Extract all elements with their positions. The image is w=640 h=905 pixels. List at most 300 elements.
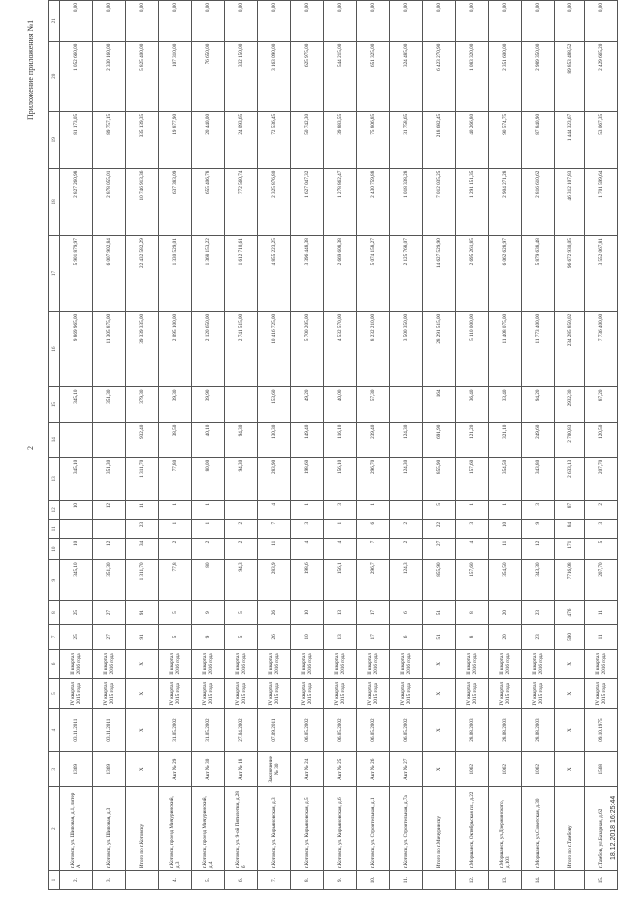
table-cell: 1 [357, 500, 390, 519]
table-cell: 9 [192, 625, 225, 649]
table-cell: 207,70 [585, 457, 618, 500]
table-cell: 11 [489, 538, 522, 560]
table-cell: 5 [225, 625, 258, 649]
table-cell: 28 291 515,00 [423, 311, 456, 387]
column-number: 2 [49, 787, 60, 871]
table-cell: 120,50 [585, 422, 618, 457]
table-cell: 3 163 090,00 [258, 41, 291, 111]
table-row [456, 1, 489, 890]
table-cell: 2 120 650,00 [192, 311, 225, 387]
table-cell: 1369 [60, 752, 93, 787]
table-cell: 7 012 035,25 [423, 168, 456, 236]
table-cell: 28.08.2003 [489, 708, 522, 751]
table-cell: 2 989 350,00 [522, 41, 555, 111]
table-cell: 33,40 [489, 387, 522, 422]
table-cell: 26 [258, 600, 291, 624]
table-cell: 6 [390, 625, 423, 649]
table-row [522, 1, 555, 890]
column-number: 1 [49, 871, 60, 890]
table-cell: 637 383,09 [159, 168, 192, 236]
table-cell: 10 [489, 519, 522, 538]
table-cell: 9 [522, 519, 555, 538]
table-cell: 2 325 876,80 [258, 168, 291, 236]
table-cell: 0,00 [126, 1, 159, 42]
table-cell: 17 [357, 625, 390, 649]
table-cell: 2 [390, 519, 423, 538]
table-cell: Акт № 27 [390, 752, 423, 787]
table-cell: 2 695 261,85 [456, 236, 489, 312]
table-cell: Заключение № 30 [258, 752, 291, 787]
table-cell: 296,70 [357, 457, 390, 500]
table-cell: 5 700 205,00 [291, 311, 324, 387]
table-cell: 1 [489, 500, 522, 519]
table-cell: 17 [357, 600, 390, 624]
table-cell: 2 [159, 538, 192, 560]
table-cell: 379,30 [126, 387, 159, 422]
table-cell: 4 [456, 538, 489, 560]
table-cell: 345,10 [60, 560, 93, 601]
table-cell: 25 [60, 625, 93, 649]
table-cell: 2 633,13 [555, 457, 585, 500]
table-cell: 27 [93, 625, 126, 649]
table-cell: 239,40 [357, 422, 390, 457]
table-cell: 5 [423, 500, 456, 519]
table-cell: IV квартал 2015 года [390, 679, 423, 709]
table-cell: 354,50 [489, 457, 522, 500]
table-cell: г.Тамбов, ул.Базарная, д.62 [585, 787, 618, 871]
table-cell: 49,20 [291, 387, 324, 422]
table-cell: 1 018 338,28 [390, 168, 423, 236]
table-cell: 80,00 [192, 457, 225, 500]
table-cell: 1 701 599,64 [585, 168, 618, 236]
table-cell: 0,00 [60, 1, 93, 42]
table-cell: II квартал 2016 года [60, 649, 93, 679]
table-cell: 4 [324, 538, 357, 560]
column-number: 21 [49, 1, 60, 42]
table-cell: 1062 [522, 752, 555, 787]
table-cell: 1062 [489, 752, 522, 787]
table-cell: Х [126, 679, 159, 709]
table-cell [93, 519, 126, 538]
table-cell: 10 [60, 500, 93, 519]
table-cell [60, 422, 93, 457]
table-cell: 655 406,78 [192, 168, 225, 236]
table-cell: II квартал 2016 года [456, 649, 489, 679]
table-cell: 5 [585, 538, 618, 560]
table-cell: Х [555, 708, 585, 751]
table-cell: 27 [93, 600, 126, 624]
column-number-row [49, 1, 60, 890]
table-cell: 130,30 [258, 422, 291, 457]
table-cell: 11 [585, 625, 618, 649]
table-cell: 625 975,00 [291, 41, 324, 111]
table-cell: 0,00 [93, 1, 126, 42]
table-cell: 354,50 [489, 560, 522, 601]
table-row [390, 1, 423, 890]
table-cell: 31.05.2002 [192, 708, 225, 751]
table-cell: 2 095 100,00 [159, 311, 192, 387]
table-cell: 25 [60, 600, 93, 624]
table-cell: 8. [291, 871, 324, 890]
table-cell: 3 500 350,00 [390, 311, 423, 387]
table-row [225, 1, 258, 890]
column-number: 11 [49, 519, 60, 538]
table-cell [555, 871, 585, 890]
table-cell: IV квартал 2015 года [456, 679, 489, 709]
table-cell: 0,00 [258, 1, 291, 42]
table-cell: 72 536,45 [258, 111, 291, 168]
table-cell: 6 062 628,97 [489, 236, 522, 312]
table-cell: 3 [522, 500, 555, 519]
table-cell: 28.08.2003 [456, 708, 489, 751]
table-cell: 06.05.2002 [357, 708, 390, 751]
table-cell: 27 [423, 538, 456, 560]
table-cell: 53 067,35 [585, 111, 618, 168]
table-cell: 1062 [456, 752, 489, 787]
table-cell: г.Котовск, ул. Кирьяновская, д.5 [291, 787, 324, 871]
table-cell: 7. [258, 871, 291, 890]
table-cell: 2 904 271,28 [489, 168, 522, 236]
table-cell: 10 [291, 600, 324, 624]
table-cell: 345,10 [60, 457, 93, 500]
table-cell: 13 [324, 625, 357, 649]
table-cell: 283,9 [258, 560, 291, 601]
table-cell [93, 422, 126, 457]
table-cell: г.Моршанск, ул.Советская, д.30 [522, 787, 555, 871]
table-cell: 116,10 [324, 422, 357, 457]
table-cell: 57,30 [357, 387, 390, 422]
table-row [585, 1, 618, 890]
table-cell: 81 173,05 [60, 111, 93, 168]
table-cell: 343,30 [522, 560, 555, 601]
table-cell: 39,30 [159, 387, 192, 422]
table-cell: 6 [357, 519, 390, 538]
table-cell: г.Котовск, ул. Кирьяновская, д.6 [324, 787, 357, 871]
table-cell: 10 [291, 625, 324, 649]
table-cell [390, 500, 423, 519]
table-cell: 2 669 608,38 [324, 236, 357, 312]
table-cell: 0,00 [357, 1, 390, 42]
table-cell: IV квартал 2015 года [291, 679, 324, 709]
table-cell: 51 [423, 625, 456, 649]
table-cell: 1 [192, 500, 225, 519]
table-cell: IV квартал 2015 года [192, 679, 225, 709]
table-cell: 6 007 902,84 [93, 236, 126, 312]
table-cell: 22 432 582,29 [126, 236, 159, 312]
table-cell: 20 440,00 [192, 111, 225, 168]
table-cell: 39 339 335,00 [126, 311, 159, 387]
table-cell: Акт № 29 [159, 752, 192, 787]
table-cell: II квартал 2016 года [159, 649, 192, 679]
table-cell: 77,80 [159, 457, 192, 500]
table-cell: 40 266,80 [456, 111, 489, 168]
table-cell: 124,30 [390, 422, 423, 457]
table-cell: 2 [192, 538, 225, 560]
table-cell: 2 [390, 538, 423, 560]
table-cell: 14. [522, 871, 555, 890]
table-cell: II квартал 2016 года [522, 649, 555, 679]
table-cell: 06.05.2002 [390, 708, 423, 751]
table-cell: 10. [357, 871, 390, 890]
table-cell: Х [126, 708, 159, 751]
table-cell: 11 773 400,00 [522, 311, 555, 387]
table-cell: 171 [555, 538, 585, 560]
table-cell: 11 [126, 500, 159, 519]
table-row [60, 1, 93, 890]
table-cell: 351,30 [93, 560, 126, 601]
table-cell: г.Котовск, ул. Шиповая, д.1, литер А [60, 787, 93, 871]
table-cell: 345,10 [60, 387, 93, 422]
table-cell: 5 901 879,97 [60, 236, 93, 312]
table-cell: 89 853 488,52 [555, 41, 585, 111]
table-cell: 1 [159, 519, 192, 538]
table-cell: 0,00 [225, 1, 258, 42]
rotated-content [22, 0, 622, 890]
table-cell: 157,60 [456, 457, 489, 500]
table-cell: 691,90 [423, 422, 456, 457]
table-cell: 36,40 [456, 387, 489, 422]
table-cell: IV квартал 2015 года [60, 679, 93, 709]
table-cell: Х [423, 679, 456, 709]
table-cell: 89 757,15 [93, 111, 126, 168]
table-cell: II квартал 2016 года [585, 649, 618, 679]
table-cell: 22 [423, 519, 456, 538]
table-cell: 544 215,00 [324, 41, 357, 111]
table-cell: 5 [225, 600, 258, 624]
table-cell: II квартал 2016 года [489, 649, 522, 679]
table-cell: 2 827 260,98 [60, 168, 93, 236]
table-cell: 9 869 965,00 [60, 311, 93, 387]
table-cell: 153,60 [258, 387, 291, 422]
table-cell: 7 [258, 519, 291, 538]
table-cell: 4 [258, 500, 291, 519]
table-cell: 2 430 759,88 [357, 168, 390, 236]
table-cell: 476 [555, 600, 585, 624]
table-row [291, 1, 324, 890]
table-cell: 6 [390, 600, 423, 624]
table-cell: 5 074 158,27 [357, 236, 390, 312]
table-cell: 2 351 600,00 [489, 41, 522, 111]
table-cell: 772 560,74 [225, 168, 258, 236]
subtotal-row [423, 1, 456, 890]
column-number: 12 [49, 500, 60, 519]
table-cell: 51 [423, 600, 456, 624]
table-cell: 855,90 [423, 560, 456, 601]
table-cell: 24 093,65 [225, 111, 258, 168]
table-cell: IV квартал 2015 года [324, 679, 357, 709]
table-cell: 351,30 [93, 387, 126, 422]
table-cell: 2 700,83 [555, 422, 585, 457]
table-cell: II квартал 2016 года [192, 649, 225, 679]
table-cell: 590 [555, 625, 585, 649]
table-cell: Акт № 25 [324, 752, 357, 787]
table-cell: 94,30 [225, 422, 258, 457]
table-cell: Х [423, 708, 456, 751]
column-number: 8 [49, 600, 60, 624]
table-cell: 156,10 [324, 457, 357, 500]
table-cell: 343,80 [522, 457, 555, 500]
table-cell: Х [126, 752, 159, 787]
table-cell: 9 [192, 600, 225, 624]
table-cell: 0,00 [555, 1, 585, 42]
table-cell: IV квартал 2015 года [93, 679, 126, 709]
table-cell: 1 444 323,67 [555, 111, 585, 168]
table-cell: 1369 [93, 752, 126, 787]
data-table [48, 0, 607, 890]
table-cell: 28.08.2003 [522, 708, 555, 751]
table-cell: 1 311,70 [126, 457, 159, 500]
table-row [192, 1, 225, 890]
table-cell: 75 806,85 [357, 111, 390, 168]
table-row [357, 1, 390, 890]
table-cell: г.Котовск, проезд Мичуринский, д.3 [159, 787, 192, 871]
table-cell: 121,20 [456, 422, 489, 457]
table-cell: 90 574,75 [489, 111, 522, 168]
table-cell: 2 816 610,62 [522, 168, 555, 236]
table-cell: 3 [324, 500, 357, 519]
table-cell: IV квартал 2015 года [357, 679, 390, 709]
table-cell: 218 682,45 [423, 111, 456, 168]
table-cell: 11 305 875,00 [93, 311, 126, 387]
table-cell: 23 [126, 519, 159, 538]
table-cell: 7 [357, 538, 390, 560]
table-cell [126, 871, 159, 890]
table-cell: 335 139,35 [126, 111, 159, 168]
table-cell [225, 500, 258, 519]
table-cell: 1 052 660,00 [60, 41, 93, 111]
table-cell: г.Котовск, ул. Строительная, д.1 [357, 787, 390, 871]
table-cell: Х [423, 752, 456, 787]
table-cell: 0,00 [585, 1, 618, 42]
table-grid [48, 0, 618, 890]
table-cell: IV квартал 2015 года [225, 679, 258, 709]
page-number: 2 [26, 446, 35, 450]
subtotal-row [555, 1, 585, 890]
subtotal-row [126, 1, 159, 890]
table-cell [390, 387, 423, 422]
table-cell: 2 125 768,07 [390, 236, 423, 312]
table-cell: 1 368 153,22 [192, 236, 225, 312]
table-cell: 87 [555, 500, 585, 519]
table-cell: 0,00 [291, 1, 324, 42]
table-cell: 164 [423, 387, 456, 422]
column-number: 10 [49, 538, 60, 560]
table-row [93, 1, 126, 890]
table-row [159, 1, 192, 890]
table-cell: 3 [291, 519, 324, 538]
table-cell: 1568 [585, 752, 618, 787]
table-cell: г.Котовск, проезд Мичуринский, д.4 [192, 787, 225, 871]
table-cell: 84 [555, 519, 585, 538]
column-number: 17 [49, 236, 60, 312]
table-cell: 15. [585, 871, 618, 890]
table-cell: 107 310,00 [159, 41, 192, 111]
table-cell: 3 [585, 519, 618, 538]
column-number: 16 [49, 311, 60, 387]
table-cell: 0,00 [423, 1, 456, 42]
table-cell: Итого по г.Мичуринску [423, 787, 456, 871]
table-cell: Акт № 26 [357, 752, 390, 787]
table-cell: II квартал 2016 года [93, 649, 126, 679]
table-cell: 1 278 862,47 [324, 168, 357, 236]
table-cell: 651 325,00 [357, 41, 390, 111]
table-cell: 2 [225, 538, 258, 560]
table-cell: 76 650,00 [192, 41, 225, 111]
column-number: 4 [49, 708, 60, 751]
table-cell: 7 736 400,00 [585, 311, 618, 387]
table-cell: 0,00 [324, 1, 357, 42]
table-cell: 12 [93, 538, 126, 560]
table-cell: 39 883,55 [324, 111, 357, 168]
table-cell: 2 330 160,00 [93, 41, 126, 111]
table-cell: 8 [456, 600, 489, 624]
table-cell: 1 [192, 519, 225, 538]
table-cell: 3. [93, 871, 126, 890]
table-cell: 11. [390, 871, 423, 890]
table-cell: 39,90 [192, 387, 225, 422]
table-cell: 156,1 [324, 560, 357, 601]
table-cell: 4 [291, 538, 324, 560]
table-cell: 94,30 [225, 457, 258, 500]
table-cell: г.Котовск, ул. Шиповая, д.3 [93, 787, 126, 871]
table-cell: 5 879 638,48 [522, 236, 555, 312]
table-cell: 46 312 107,83 [555, 168, 585, 236]
table-cell: 26 [258, 625, 291, 649]
table-cell: 77,8 [159, 560, 192, 601]
table-cell: 12 [522, 538, 555, 560]
table-cell: 87 840,90 [522, 111, 555, 168]
column-number: 5 [49, 679, 60, 709]
table-cell: II квартал 2016 года [291, 649, 324, 679]
table-cell: 12 [93, 500, 126, 519]
table-cell: 06.05.2002 [324, 708, 357, 751]
table-cell: 31.05.2002 [159, 708, 192, 751]
table-row [324, 1, 357, 890]
table-cell: 0,00 [489, 1, 522, 42]
table-cell: 31 758,65 [390, 111, 423, 168]
table-cell: 07.09.2011 [258, 708, 291, 751]
table-cell: 09.10.1975 [585, 708, 618, 751]
table-cell: 1 291 151,35 [456, 168, 489, 236]
table-cell: 2 [225, 519, 258, 538]
table-cell: 124,30 [390, 457, 423, 500]
table-cell: 351,30 [93, 457, 126, 500]
table-cell: 0,00 [159, 1, 192, 42]
table-cell: Итого по г.Тамбову [555, 787, 585, 871]
table-cell: 40,10 [192, 422, 225, 457]
table-cell: 10 416 725,00 [258, 311, 291, 387]
table-cell: 23 [522, 625, 555, 649]
column-number: 3 [49, 752, 60, 787]
column-number: 19 [49, 111, 60, 168]
table-cell: II квартал 2016 года [390, 649, 423, 679]
table-cell [225, 387, 258, 422]
table-cell: 96 672 930,05 [555, 236, 585, 312]
table-cell: 50 742,30 [291, 111, 324, 168]
table-cell: 11 408 075,00 [489, 311, 522, 387]
table-cell: Акт № 18 [225, 752, 258, 787]
table-cell: 2. [60, 871, 93, 890]
table-cell: Итого по г.Котовску [126, 787, 159, 871]
column-number: 13 [49, 457, 60, 500]
table-cell: г.Котовск, ул. Кирьяновская, д.3 [258, 787, 291, 871]
table-cell: 94,3 [225, 560, 258, 601]
column-number: 20 [49, 41, 60, 111]
table-cell [60, 519, 93, 538]
table-cell: II квартал 2016 года [357, 649, 390, 679]
table-cell: IV квартал 2015 года [522, 679, 555, 709]
table-cell: 6. [225, 871, 258, 890]
